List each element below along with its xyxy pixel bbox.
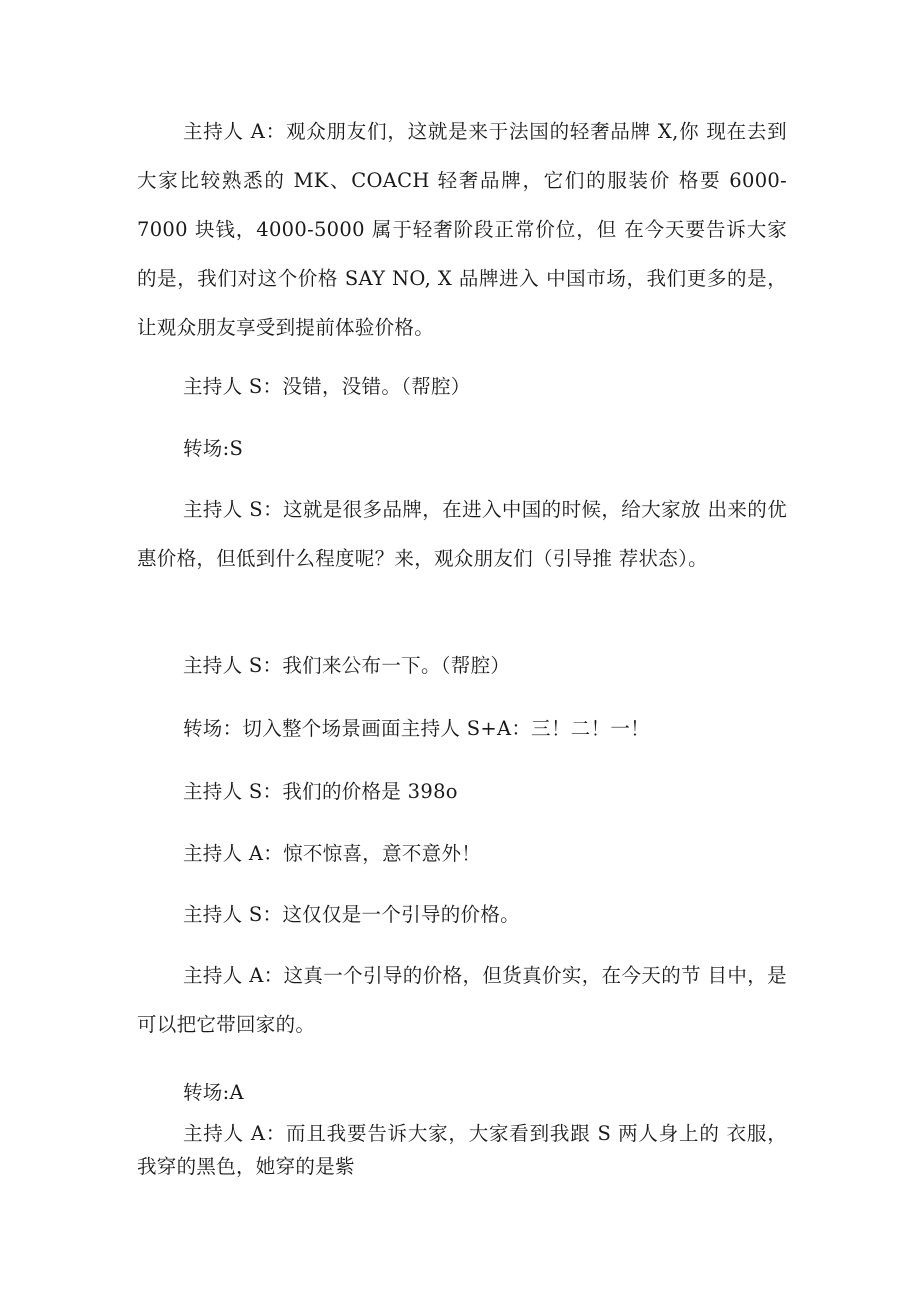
paragraph-host-s-announce: 主持人 S：我们来公布一下。（帮腔） [183, 654, 511, 677]
paragraph-host-a-value: 主持人 A：这真一个引导的价格，但货真价实，在今天的节 目中，是可以把它带回家的。 [137, 964, 787, 1036]
paragraph-transition-countdown: 转场：切入整个场景画面主持人 S+A：三！二！一！ [183, 717, 650, 740]
paragraph-host-s-discount: 主持人 S：这就是很多品牌，在进入中国的时候，给大家放 出来的优惠价格，但低到什么程度呢？来，观众朋友们（引导推 荐状态）。 [137, 498, 787, 570]
paragraph-host-a-intro: 主持人 A：观众朋友们，这就是来于法国的轻奢品牌 X,你 现在去到大家比较熟悉的 MK、COACH 轻奢品牌，它们的服装价 格要 6000-7000 块钱，4000-5000 属于轻奢阶段正常价位，但 在今天要告诉大家的是，我们对这个价格 SAY NO, X 品牌进入 中国市场，我们更多的是，让观众朋友享受到提前体验价格。 [137, 120, 787, 339]
paragraph-host-a-surprise: 主持人 A：惊不惊喜，意不意外！ [183, 842, 482, 865]
paragraph-host-s-guide-price: 主持人 S：这仅仅是一个引导的价格。 [183, 903, 520, 926]
paragraph-transition-a: 转场:A [183, 1081, 244, 1104]
paragraph-host-s-price: 主持人 S：我们的价格是 398o [183, 780, 458, 803]
paragraph-host-a-clothes: 主持人 A：而且我要告诉大家，大家看到我跟 S 两人身上的 衣服，我穿的黑色，她穿的是紫 [137, 1122, 787, 1178]
paragraph-host-s-agree: 主持人 S：没错，没错。（帮腔） [183, 375, 471, 398]
paragraph-transition-s: 转场:S [183, 437, 244, 460]
